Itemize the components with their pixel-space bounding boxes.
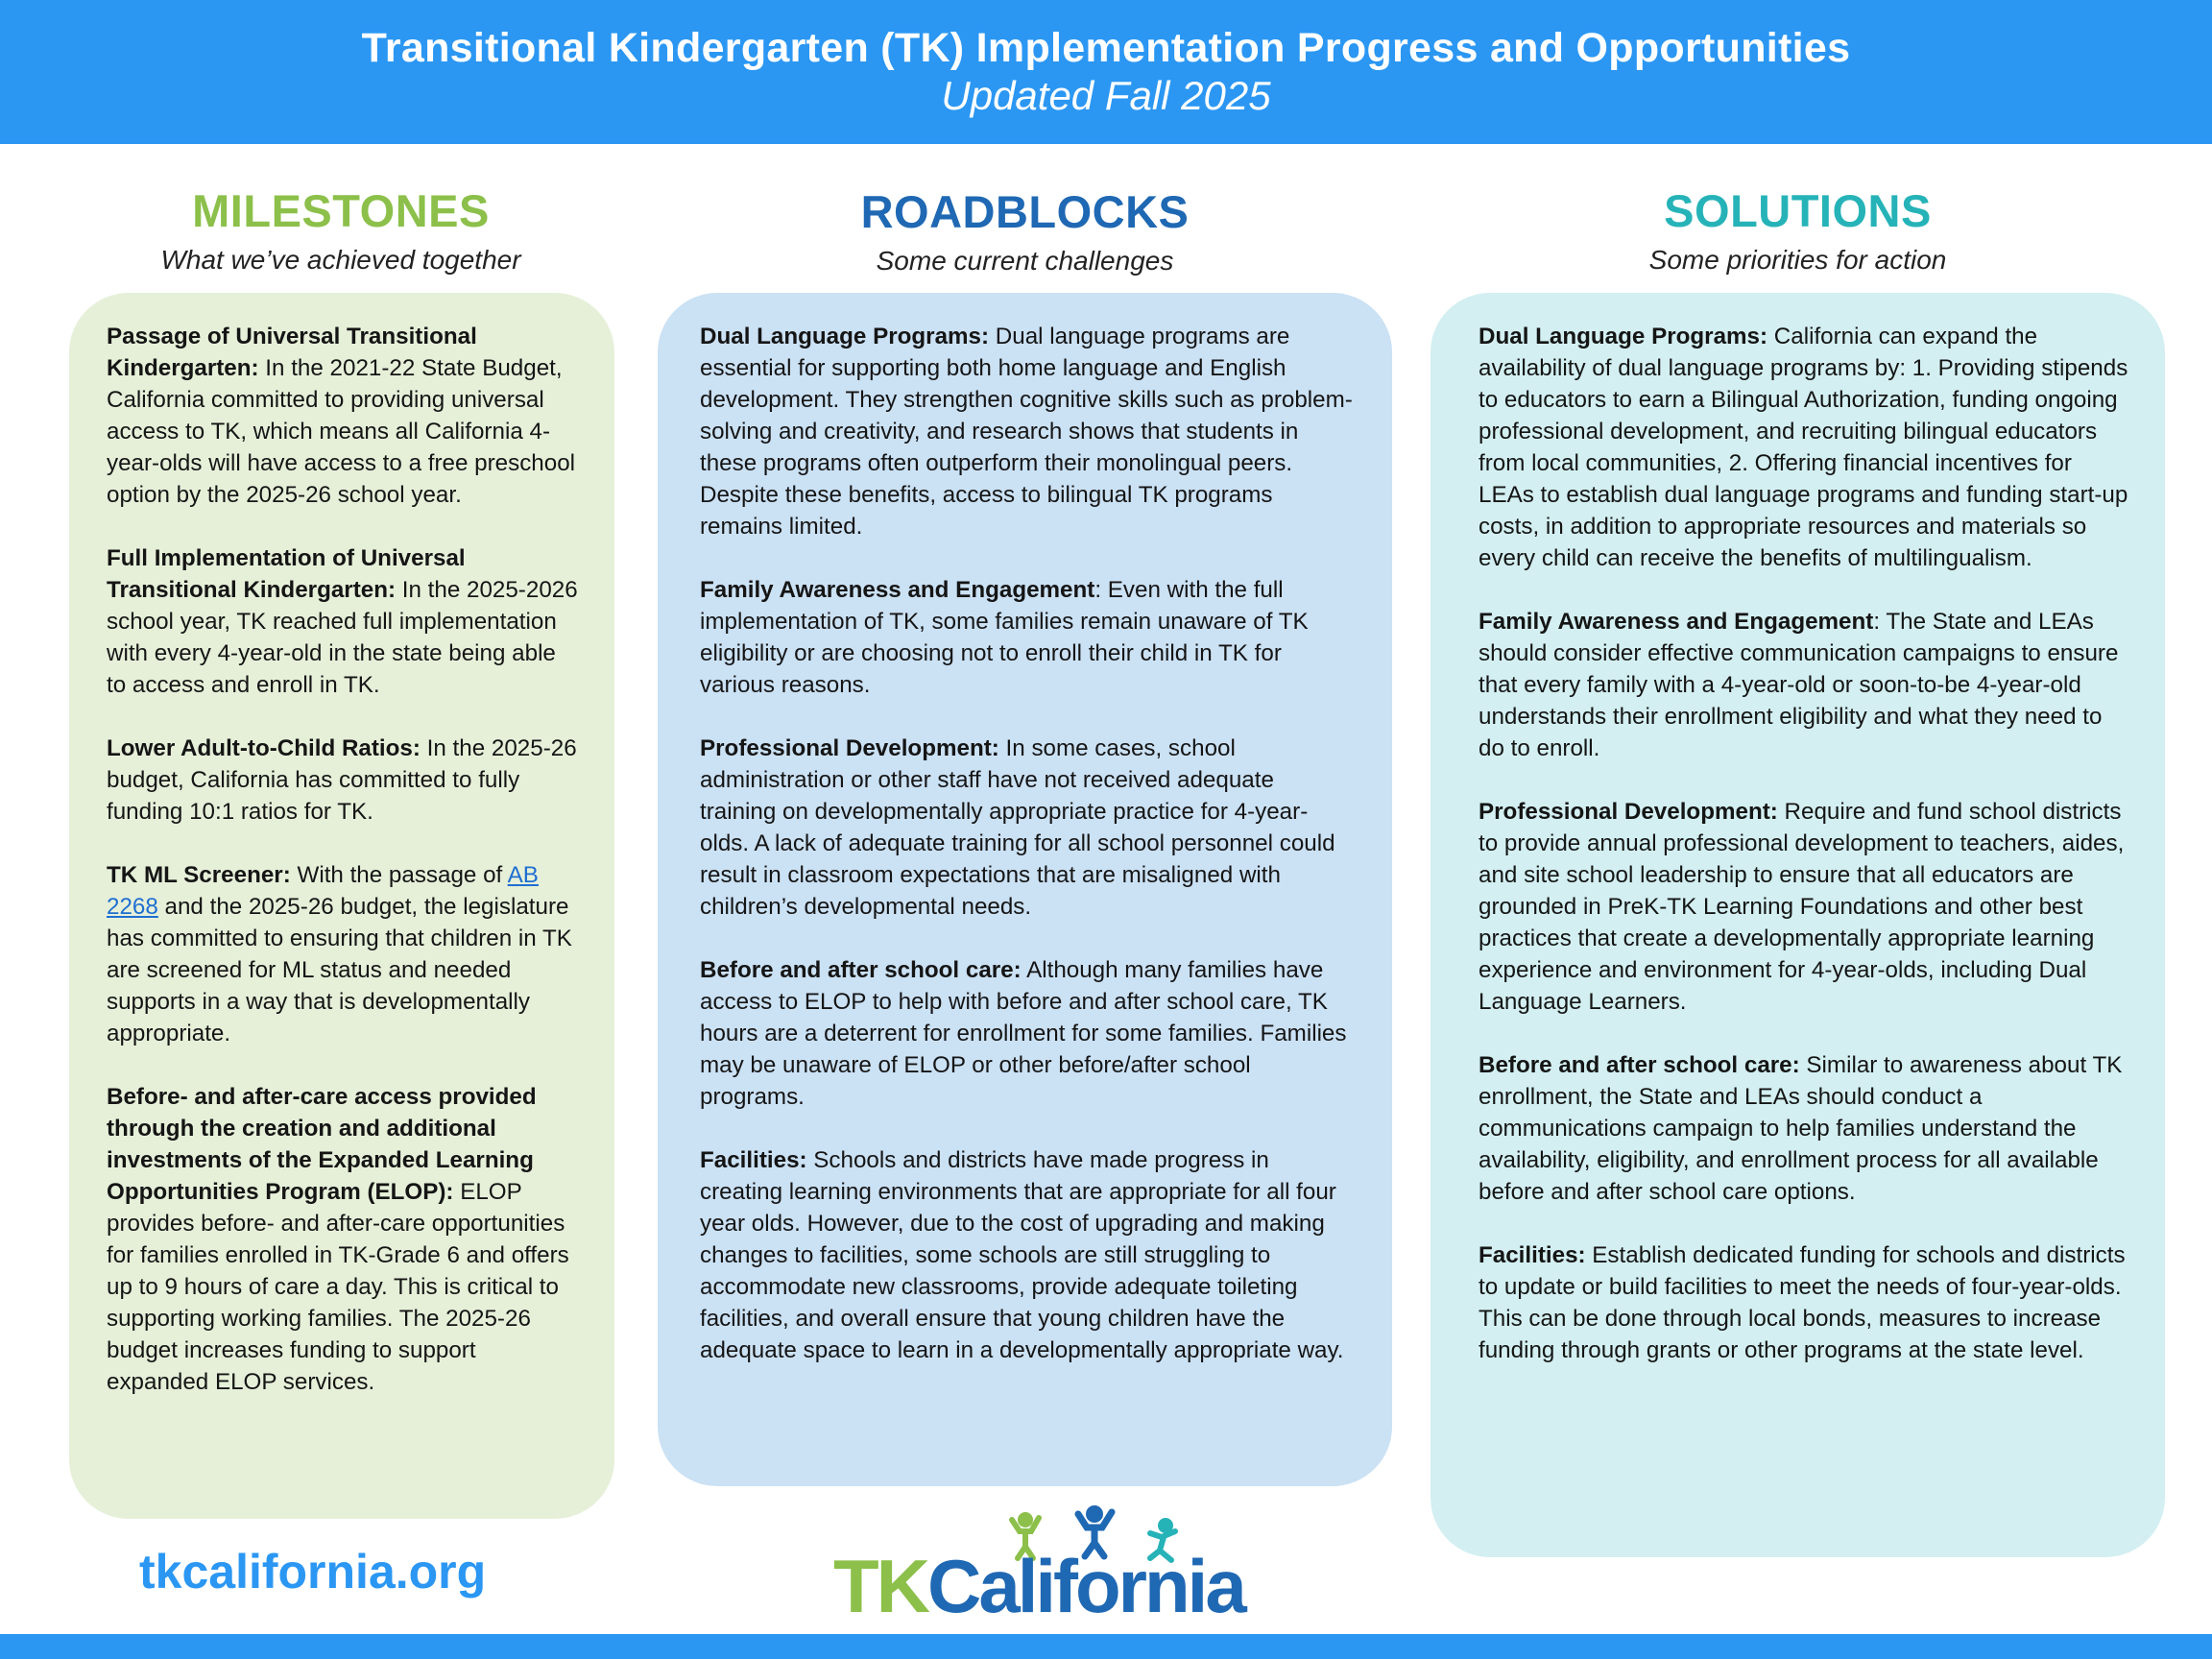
roadblocks-panel: [658, 293, 1392, 1486]
solutions-heading: SOLUTIONS: [1664, 185, 1932, 236]
solutions-heading-block: [1431, 184, 2165, 276]
roadblocks-subheading: Some current challenges: [876, 246, 1174, 276]
solution-item: Dual Language Programs: California can expand the availability of dual language programs by: 1. Providing stipends to educators to earn a Bilingual Authorization, funding ongoing professional development, and recruiting bilingual educators from local communities, 2. Offering financial incentives for LEAs to establish dual language programs and funding start-up costs, in addition to appropriate resources and materials so every child can receive the benefits of multilingualism.: [1479, 324, 2128, 571]
solution-item: Before and after school care: Similar to awareness about TK enrollment, the State and LEAs should conduct a communications campaign to help families understand the availability, eligibility, and enrollment process for all available before and after school care options.: [1479, 1052, 2123, 1205]
roadblock-item: Dual Language Programs: Dual language programs are essential for supporting both home language and English development. They strengthen cognitive skills such as problem-solving and creativity, and research shows that students in these programs often outperform their monolingual peers. Despite these benefits, access to bilingual TK programs remains limited.: [700, 324, 1353, 540]
roadblocks-heading-block: [658, 185, 1392, 276]
page-subtitle: Updated Fall 2025: [941, 73, 1271, 118]
milestone-item: Passage of Universal Transitional Kindergarten: In the 2021-22 State Budget, California committed to providing universal access to TK, which means all California 4-year-olds will have access to a free preschool option by the 2025-26 school year.: [107, 324, 576, 508]
logo-wordmark: TKCalifornia: [833, 1544, 1244, 1628]
solutions-panel: [1431, 293, 2165, 1557]
page-title: Transitional Kindergarten (TK) Implementation Progress and Opportunities: [361, 25, 1851, 71]
website-link[interactable]: tkcalifornia.org: [139, 1545, 487, 1599]
milestones-heading: MILESTONES: [192, 185, 490, 236]
solutions-subheading: Some priorities for action: [1648, 245, 1947, 275]
milestone-item: Full Implementation of Universal Transitional Kindergarten: In the 2025-2026 school year, TK reached full implementation with every 4-year-old in the state being able to access and enroll in TK.: [107, 545, 578, 698]
solution-item: Professional Development: Require and fund school districts to provide annual professional development to teachers, aides, and site school leadership to ensure that all educators are grounded in PreK-TK Learning Foundations and other best practices that create a developmentally appropriate learning experience and environment for 4-year-olds, including Dual Language Learners.: [1479, 799, 2125, 1015]
roadblock-item: Family Awareness and Engagement: Even with the full implementation of TK, some families remain unaware of TK eligibility or are choosing not to enroll their child in TK for various reasons.: [700, 577, 1309, 698]
solution-item: Family Awareness and Engagement: The State and LEAs should consider effective communication campaigns to ensure that every family with a 4-year-old or soon-to-be 4-year-old understands their enrollment eligibility and what they need to do to enroll.: [1479, 609, 2119, 761]
footer-bar: [0, 1634, 2212, 1659]
milestone-item: TK ML Screener: With the passage of AB 2268 and the 2025-26 budget, the legislature has committed to ensuring that children in TK are screened for ML status and needed supports in a way that is developmentally appropriate.: [107, 862, 572, 1046]
milestones-subheading: What we’ve achieved together: [160, 245, 521, 275]
milestones-panel: [69, 293, 614, 1519]
roadblock-item: Professional Development: In some cases, school administration or other staff have not received adequate training on developmentally appropriate practice for 4-year-olds. A lack of adequate training for all school personnel could result in classroom expectations that are misaligned with children’s developmental needs.: [700, 735, 1335, 920]
header-banner: [0, 0, 2212, 144]
milestone-item: Before- and after-care access provided through the creation and additional investments of the Expanded Learning Opportunities Program (ELOP): ELOP provides before- and after-care opportunities for families enrolled in TK-Grade 6 and offers up to 9 hours of care a day. This is critical to supporting working families. The 2025-26 budget increases funding to support expanded ELOP services.: [107, 1084, 569, 1395]
roadblock-item: Facilities: Schools and districts have made progress in creating learning environments that are appropriate for all four year olds. However, due to the cost of upgrading and making changes to facilities, some schools are still struggling to accommodate new classrooms, provide adequate toileting facilities, and overall ensure that young children have the adequate space to learn in a developmentally appropriate way.: [700, 1147, 1344, 1363]
tkcalifornia-logo: [833, 1503, 1244, 1628]
milestones-heading-block: [58, 184, 624, 276]
ab-2268-link[interactable]: AB 2268: [107, 862, 539, 920]
roadblock-item: Before and after school care: Although many families have access to ELOP to help with before and after school care, TK hours are a deterrent for enrollment for some families. Families may be unaware of ELOP or other before/after school programs.: [700, 957, 1347, 1110]
milestone-item: Lower Adult-to-Child Ratios: In the 2025-26 budget, California has committed to fully funding 10:1 ratios for TK.: [107, 735, 577, 825]
roadblocks-heading: ROADBLOCKS: [860, 186, 1190, 237]
solution-item: Facilities: Establish dedicated funding for schools and districts to update or build facilities to meet the needs of four-year-olds. This can be done through local bonds, measures to increase funding through grants or other programs at the state level.: [1479, 1242, 2126, 1363]
